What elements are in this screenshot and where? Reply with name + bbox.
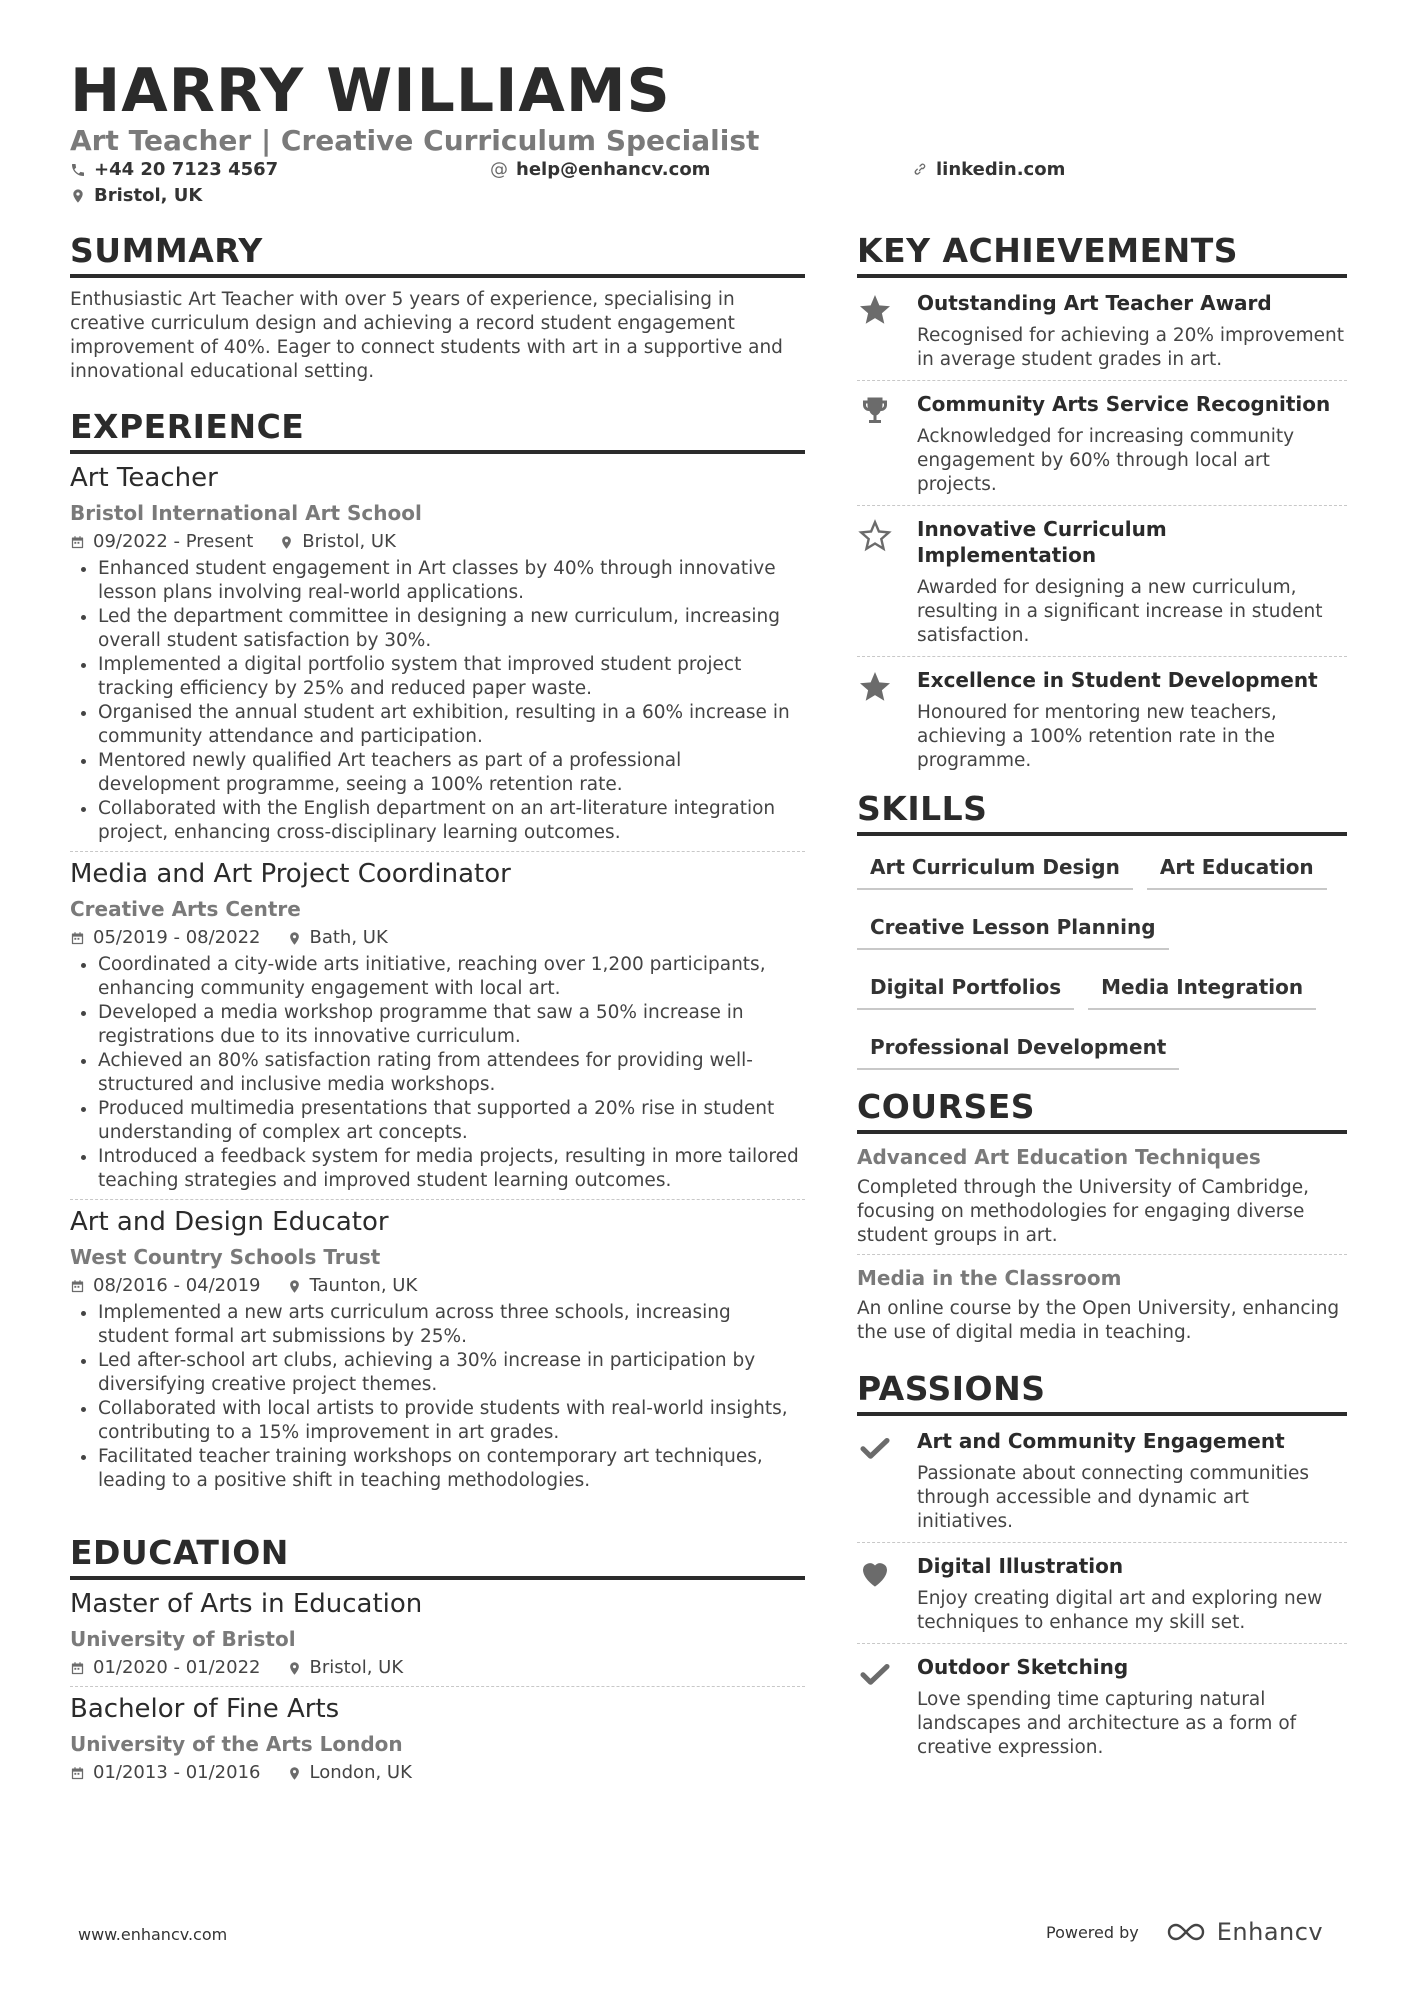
bullet-item: • Introduced a feedback system for media projects, resulting in more tailored teaching strategies and improved student learning outcomes. [98,1145,805,1193]
bullet-item: • Facilitated teacher training workshops on contemporary art techniques, leading to a positive shift in teaching methodologies. [98,1445,805,1493]
bullet-item: • Developed a media workshop programme that saw a 50% increase in registrations due to its innovative curriculum. [98,1001,805,1049]
job-title: Media and Art Project Coordinator [70,859,511,889]
brand-logo[interactable] [1165,1918,1323,1946]
achievement-item [857,381,1347,506]
bullet-item: • Enhanced student engagement in Art classes by 40% through innovative lesson plans involving real-world applications. [98,557,805,605]
education-entry [70,1580,805,1687]
calendar-icon [70,1661,85,1676]
course-desc: An online course by the Open University, enhancing the use of digital media in teaching. [857,1298,1340,1343]
school-name: University of the Arts London [70,1732,403,1756]
email-address[interactable]: help@enhancv.com [516,159,711,180]
achievement-desc: Recognised for achieving a 20% improvement in average student grades in art. [917,325,1345,370]
linkedin-link[interactable]: linkedin.com [936,159,1066,180]
star-icon [857,292,893,328]
heart-icon [857,1555,893,1591]
summary-text: Enthusiastic Art Teacher with over 5 years of experience, specialising in creative curriculum design and achieving a record student engagement improvement of 40%. Eager to connect students with art in a supportive and innovational educational setting. [70,289,783,382]
job-dates: 05/2019 - 08/2022 [70,926,261,950]
footer-branding [1046,1918,1323,1946]
bullet-item: • Mentored newly qualified Art teachers as part of a professional development programme, seeing a 100% retention rate. [98,749,805,797]
section-title-experience: EXPERIENCE [70,406,805,454]
skill-tag: Creative Lesson Planning [857,914,1169,950]
skill-tag: Art Curriculum Design [857,854,1133,890]
section-title-courses: COURSES [857,1086,1347,1134]
achievement-desc: Honoured for mentoring new teachers, achieving a 100% retention rate in the programme. [917,702,1277,771]
location-contact [70,184,202,208]
phone-number: +44 20 7123 4567 [94,159,279,180]
star-outline-icon [857,518,893,554]
skills-section [857,788,1347,1070]
skill-tag: Digital Portfolios [857,974,1074,1010]
bullet-item: • Achieved an 80% satisfaction rating from attendees for providing well-structured and inclusive media workshops. [98,1049,805,1097]
skills-row [857,854,1347,890]
phone-icon [70,162,86,178]
achievement-desc: Acknowledged for increasing community engagement by 60% through local art projects. [917,426,1295,495]
school-name: University of Bristol [70,1627,296,1651]
company-name: Bristol International Art School [70,501,422,525]
bullet-item: • Led the department committee in designing a new curriculum, increasing overall student satisfaction by 30%. [98,605,805,653]
course-title: Media in the Classroom [857,1266,1122,1290]
experience-entry [70,454,805,852]
link-icon [912,162,928,178]
bullet-item: • Implemented a digital portfolio system that improved student project tracking efficiency by 25% and reduced paper waste. [98,653,805,701]
achievement-item [857,506,1347,657]
achievement-item [857,657,1347,773]
job-dates: 08/2016 - 04/2019 [70,1274,261,1298]
skill-tag: Media Integration [1088,974,1316,1010]
passion-item [857,1416,1347,1543]
linkedin-contact[interactable] [912,158,1065,182]
passion-item [857,1644,1347,1760]
experience-section [70,406,805,1493]
experience-entry [70,852,805,1200]
education-section [70,1532,805,1785]
skill-tag: Art Education [1147,854,1327,890]
summary-section [70,230,805,384]
bullet-item: • Organised the annual student art exhibition, resulting in a 60% increase in community attendance and participation. [98,701,805,749]
bullet-item: • Implemented a new arts curriculum across three schools, increasing student formal art submissions by 25%. [98,1301,805,1349]
location-text: Bristol, UK [94,185,203,206]
bullet-item: • Coordinated a city-wide arts initiative, reaching over 1,200 participants, enhancing community engagement with local art. [98,953,805,1001]
section-title-achievements: KEY ACHIEVEMENTS [857,230,1347,278]
footer-website[interactable]: www.enhancv.com [78,1925,228,1944]
job-dates: 09/2022 - Present [70,530,253,554]
candidate-title: Art Teacher | Creative Curriculum Specialist [70,124,760,157]
achievement-title: Excellence in Student Development [917,668,1318,692]
bullet-item: • Collaborated with the English department on an art-literature integration project, enhancing cross-disciplinary learning outcomes. [98,797,805,845]
education-location: London, UK [287,1761,412,1785]
passion-desc: Enjoy creating digital art and exploring new techniques to enhance my skill set. [917,1588,1323,1633]
infinity-logo-icon [1165,1920,1211,1944]
course-item [857,1255,1347,1345]
location-pin-icon [287,1766,302,1781]
bullet-item: • Led after-school art clubs, achieving a 30% increase in participation by diversifying creative project themes. [98,1349,805,1397]
calendar-icon [70,1766,85,1781]
brand-name: Enhancv [1216,1918,1324,1946]
bullet-item: • Produced multimedia presentations that supported a 20% rise in student understanding of complex art concepts. [98,1097,805,1145]
star-icon [857,669,893,705]
course-desc: Completed through the University of Cambridge, focusing on methodologies for engaging diverse student groups in art. [857,1177,1310,1246]
section-title-summary: SUMMARY [70,230,805,278]
section-title-skills: SKILLS [857,788,1347,836]
section-title-passions: PASSIONS [857,1368,1347,1416]
education-location: Bristol, UK [287,1656,404,1680]
courses-section [857,1086,1347,1345]
passions-section [857,1368,1347,1760]
trophy-icon [857,393,893,429]
education-meta [70,1761,805,1785]
powered-by-label: Powered by [1046,1922,1139,1942]
education-dates: 01/2020 - 01/2022 [70,1656,261,1680]
passion-title: Art and Community Engagement [917,1429,1285,1453]
calendar-icon [70,535,85,550]
skills-row [857,974,1347,1010]
achievement-title: Community Arts Service Recognition [917,392,1331,416]
calendar-icon [70,931,85,946]
phone-contact [70,158,278,182]
job-bullets [70,1301,805,1493]
location-pin-icon [287,931,302,946]
experience-entry [70,1200,805,1493]
job-meta [70,926,805,950]
achievement-title: Innovative Curriculum Implementation [917,517,1167,567]
company-name: Creative Arts Centre [70,897,301,921]
skill-tag: Professional Development [857,1034,1179,1070]
candidate-name: HARRY WILLIAMS [70,56,671,126]
passion-item [857,1543,1347,1644]
job-location: Taunton, UK [287,1274,418,1298]
achievement-title: Outstanding Art Teacher Award [917,291,1272,315]
achievements-section [857,230,1347,773]
achievement-item [857,278,1347,381]
job-bullets [70,557,805,845]
education-entry [70,1687,805,1785]
location-pin-icon [287,1661,302,1676]
passion-title: Outdoor Sketching [917,1655,1129,1679]
section-title-education: EDUCATION [70,1532,805,1580]
course-title: Advanced Art Education Techniques [857,1145,1261,1169]
job-bullets [70,953,805,1193]
degree-title: Master of Arts in Education [70,1589,423,1619]
calendar-icon [70,1279,85,1294]
education-dates: 01/2013 - 01/2016 [70,1761,261,1785]
company-name: West Country Schools Trust [70,1245,381,1269]
degree-title: Bachelor of Fine Arts [70,1694,340,1724]
achievement-desc: Awarded for designing a new curriculum, resulting in a significant increase in student satisfaction. [917,577,1323,646]
passion-desc: Passionate about connecting communities through accessible and dynamic art initiatives. [917,1463,1310,1532]
course-item [857,1134,1347,1255]
passion-desc: Love spending time capturing natural landscapes and architecture as a form of creative expression. [917,1689,1297,1758]
email-contact[interactable] [490,158,710,182]
at-icon: @ [490,159,508,180]
checkmark-icon [857,1656,893,1692]
passion-title: Digital Illustration [917,1554,1124,1578]
checkmark-icon [857,1430,893,1466]
bullet-item: • Collaborated with local artists to provide students with real-world insights, contributing to a 15% improvement in art grades. [98,1397,805,1445]
job-meta [70,1274,805,1298]
location-pin-icon [70,188,86,204]
skills-row [857,1034,1347,1070]
education-meta [70,1656,805,1680]
job-title: Art and Design Educator [70,1207,389,1237]
location-pin-icon [287,1279,302,1294]
job-meta [70,530,805,554]
job-title: Art Teacher [70,463,218,493]
location-pin-icon [279,535,294,550]
job-location: Bristol, UK [279,530,396,554]
skills-row [857,914,1347,950]
job-location: Bath, UK [287,926,388,950]
